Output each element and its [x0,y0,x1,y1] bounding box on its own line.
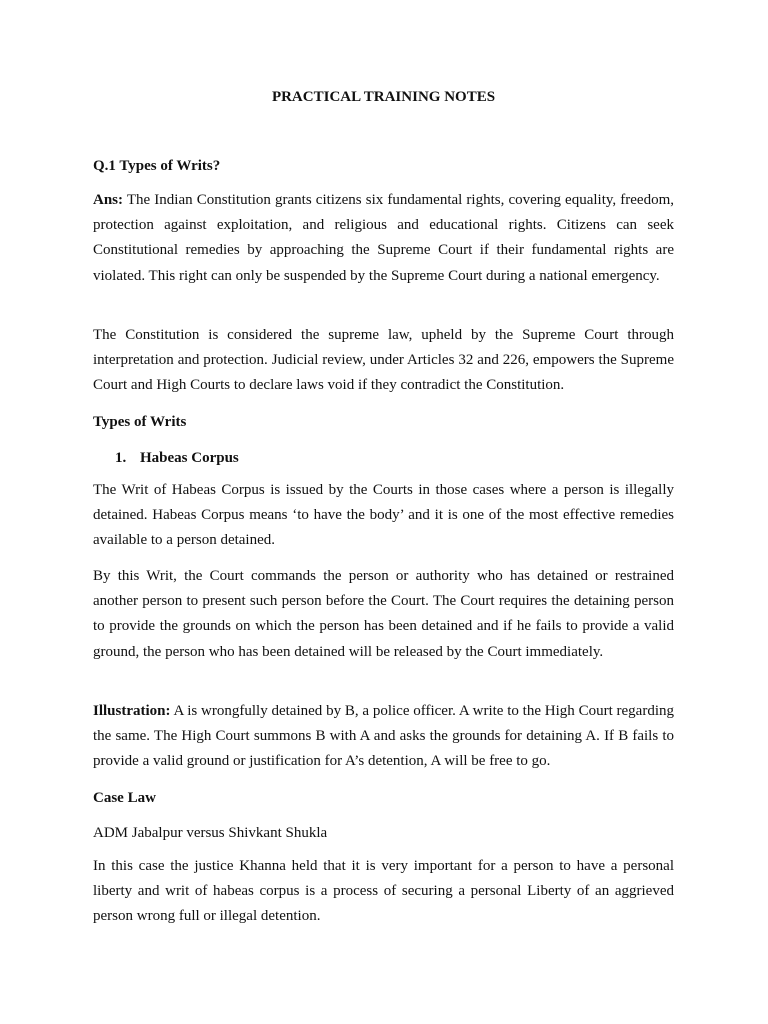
constitution-paragraph: The Constitution is considered the supreme law, upheld by the Supreme Court through interpretation and protection. Judicial review, under Articles 32 and 226, empowers the Supreme Court and High Courts to declare laws void if they contradict the Constitution. [93,327,674,394]
list-item-number: 1. [115,450,127,466]
illustration-text: A is wrongfully detained by B, a police officer. A write to the High Court regarding the same. The High Court summons B with A and asks the grounds for detaining A. If B fails to provide a valid ground or justification for A’s detention, A will be free to go. [93,703,674,770]
illustration-paragraph [93,699,674,775]
case-law-heading: Case Law [93,790,156,806]
list-item-label: Habeas Corpus [140,450,239,466]
question-heading: Q.1 Types of Writs? [93,158,221,174]
answer-text: The Indian Constitution grants citizens six fundamental rights, covering equality, freedom, protection against exploitation, and religious and educational rights. Citizens can seek Constitutional remedies by approaching the Supreme Court if their fundamental rights are violated. This right can only be suspended by the Supreme Court during a national emergency. [93,192,674,284]
answer-label: Ans: [93,192,124,208]
case-summary-paragraph: In this case the justice Khanna held that it is very important for a person to have a personal liberty and writ of habeas corpus is a process of securing a personal Liberty of an aggrieved person wrong full or illegal detention. [93,858,674,925]
list-item-habeas-corpus [115,449,239,467]
writ-procedure-paragraph: By this Writ, the Court commands the person or authority who has detained or restrained another person to present such person before the Court. The Court requires the detaining person to provide the grounds on which the person has been detained and if he fails to provide a valid ground, the person who has been detained will be released by the Court immediately. [93,568,674,660]
case-name: ADM Jabalpur versus Shivkant Shukla [93,825,328,841]
answer-paragraph [93,188,674,289]
illustration-label: Illustration: [93,703,171,719]
habeas-corpus-paragraph: The Writ of Habeas Corpus is issued by the Courts in those cases where a person is illegally detained. Habeas Corpus means ‘to have the body’ and it is one of the most effective remedies available to a person detained. [93,482,674,549]
page-title: PRACTICAL TRAINING NOTES [271,89,496,105]
types-of-writs-heading: Types of Writs [93,414,187,430]
